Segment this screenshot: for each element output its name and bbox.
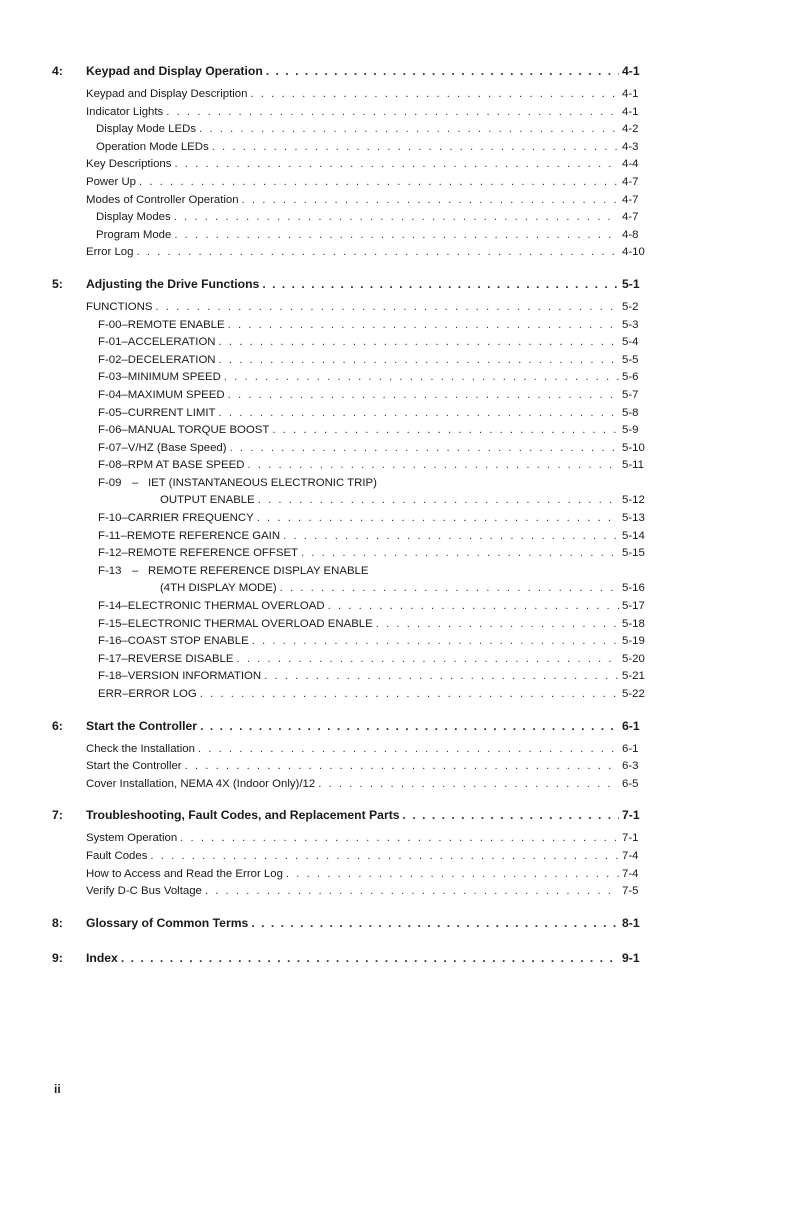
dot-leader	[251, 916, 619, 930]
toc-entry[interactable]	[86, 442, 652, 460]
entry-title: Cover Installation, NEMA 4X (Indoor Only)/12	[86, 777, 316, 790]
dot-leader	[200, 688, 619, 700]
entry-title: Program Mode	[96, 228, 172, 241]
entry-title: How to Access and Read the Error Log	[86, 867, 283, 880]
toc-entry[interactable]	[86, 176, 652, 194]
entry-title: Fault Codes	[86, 849, 148, 862]
chapter-number: 6:	[52, 718, 63, 733]
function-code: F-18	[98, 670, 122, 683]
toc-entry[interactable]	[86, 688, 652, 706]
dot-leader	[200, 719, 619, 733]
entry-page: 5-20	[622, 652, 645, 665]
chapter-page: 6-1	[622, 718, 640, 733]
dash-separator: –	[120, 529, 127, 542]
toc-entry[interactable]	[86, 477, 652, 495]
entry-page: 4-4	[622, 158, 639, 171]
function-code: F-08	[98, 459, 122, 472]
dot-leader	[174, 229, 619, 241]
chapter-number: 4:	[52, 64, 63, 78]
dot-leader	[376, 618, 619, 630]
toc-entry[interactable]	[86, 778, 652, 796]
dot-leader	[257, 512, 619, 524]
dot-leader	[174, 158, 619, 170]
entry-title: CURRENT LIMIT	[127, 406, 216, 419]
toc-chapter	[52, 916, 652, 938]
entry-title: REMOTE REFERENCE OFFSET	[127, 547, 299, 560]
entry-title: Error Log	[86, 246, 134, 259]
toc-entry[interactable]	[86, 530, 652, 548]
chapter-page: 8-1	[622, 915, 640, 930]
toc-entry[interactable]	[86, 194, 652, 212]
toc-entry[interactable]	[86, 670, 652, 688]
chapter-number: 7:	[52, 808, 63, 823]
dash-separator: –	[121, 371, 128, 384]
function-code: F-06	[98, 424, 122, 437]
entry-page: 5-21	[622, 670, 645, 683]
dash-separator: –	[121, 459, 128, 472]
dot-leader	[272, 424, 619, 436]
chapter-entries	[86, 301, 652, 706]
chapter-number: 8:	[52, 915, 63, 930]
function-code: F-12	[98, 547, 122, 560]
chapter-entries	[86, 832, 652, 902]
dot-leader	[174, 211, 619, 223]
dot-leader	[328, 600, 619, 612]
entry-page: 5-2	[622, 300, 639, 313]
toc-entry[interactable]	[86, 459, 652, 477]
dash-separator: –	[121, 318, 128, 331]
entry-title: ACCELERATION	[127, 336, 216, 349]
entry-page: 5-8	[622, 406, 639, 419]
entry-page: 5-9	[622, 424, 639, 437]
toc-entry[interactable]	[86, 371, 652, 389]
entry-title: System Operation	[86, 832, 178, 845]
function-code: F-17	[98, 652, 122, 665]
entry-title: IET (INSTANTANEOUS ELECTRONIC TRIP)	[148, 476, 377, 489]
toc-entry[interactable]	[86, 158, 652, 176]
toc-entry[interactable]	[86, 141, 652, 159]
function-code: F-01	[98, 336, 122, 349]
entry-title: (4TH DISPLAY MODE)	[160, 582, 277, 595]
toc-entry[interactable]	[86, 653, 652, 671]
entry-title: Verify D-C Bus Voltage	[86, 885, 202, 898]
dot-leader	[219, 407, 619, 419]
dash-separator: –	[132, 476, 139, 489]
dot-leader	[228, 389, 619, 401]
entry-page: 5-14	[622, 529, 645, 542]
entry-page: 4-7	[622, 175, 639, 188]
dot-leader	[252, 635, 619, 647]
toc-entry[interactable]	[86, 547, 652, 565]
function-code: F-07	[98, 441, 122, 454]
toc-entry[interactable]	[86, 512, 652, 530]
dot-leader	[237, 653, 620, 665]
entry-page: 6-3	[622, 760, 639, 773]
entry-page: 4-7	[622, 193, 639, 206]
toc-entry[interactable]	[86, 760, 652, 778]
entry-page: 5-18	[622, 617, 645, 630]
entry-page: 4-3	[622, 140, 639, 153]
entry-title: COAST STOP ENABLE	[127, 635, 249, 648]
entry-title: Modes of Controller Operation	[86, 193, 239, 206]
toc-entry[interactable]	[86, 600, 652, 618]
entry-page: 5-16	[622, 582, 645, 595]
entry-page: 7-1	[622, 832, 639, 845]
entry-page: 5-11	[622, 459, 644, 472]
entry-page: 7-4	[622, 867, 639, 880]
toc-entry[interactable]	[86, 832, 652, 850]
dash-separator: –	[121, 512, 128, 525]
entry-title: CARRIER FREQUENCY	[127, 512, 254, 525]
chapter-title: Start the Controller	[86, 718, 198, 733]
chapter-entries	[86, 88, 652, 264]
toc-entry[interactable]	[86, 354, 652, 372]
chapter-title: Glossary of Common Terms	[86, 915, 249, 930]
entry-page: 5-10	[622, 441, 645, 454]
chapter-page: 7-1	[622, 808, 640, 823]
entry-page: 5-19	[622, 635, 645, 648]
entry-page: 5-12	[622, 494, 645, 507]
toc-entry[interactable]	[86, 88, 652, 106]
entry-title: Check the Installation	[86, 742, 195, 755]
function-code: F-05	[98, 406, 122, 419]
chapter-title: Troubleshooting, Fault Codes, and Replacement Parts	[86, 808, 400, 823]
toc-entry[interactable]	[86, 389, 652, 407]
function-code: F-13	[98, 564, 122, 577]
chapter-heading[interactable]	[52, 64, 652, 86]
dot-leader	[286, 868, 619, 880]
entry-title: ELECTRONIC THERMAL OVERLOAD	[127, 600, 325, 613]
entry-title: MINIMUM SPEED	[127, 371, 221, 384]
toc-chapter	[52, 277, 652, 706]
dot-leader	[250, 88, 619, 100]
toc-chapter	[52, 719, 652, 796]
dash-separator: –	[121, 441, 128, 454]
chapter-number: 5:	[52, 276, 63, 291]
chapter-heading[interactable]	[52, 719, 652, 741]
dot-leader	[219, 354, 619, 366]
entry-title: MAXIMUM SPEED	[127, 388, 225, 401]
dot-leader	[403, 808, 619, 822]
dash-separator: –	[121, 388, 128, 401]
entry-page: 4-1	[622, 88, 639, 100]
function-code: F-03	[98, 371, 122, 384]
toc-entry[interactable]	[86, 885, 652, 903]
toc-entry[interactable]	[86, 424, 652, 442]
chapter-heading[interactable]	[52, 916, 652, 938]
entry-title: VERSION INFORMATION	[127, 670, 262, 683]
entry-title: REVERSE DISABLE	[127, 652, 234, 665]
dot-leader	[136, 246, 619, 258]
dot-leader	[258, 494, 619, 506]
chapter-heading[interactable]	[52, 808, 652, 830]
dash-separator: –	[121, 406, 128, 419]
entry-page: 7-4	[622, 849, 639, 862]
entry-title: FUNCTIONS	[86, 300, 153, 313]
entry-title: Display Modes	[96, 211, 171, 224]
entry-title: ERROR LOG	[128, 688, 197, 700]
entry-page: 5-15	[622, 547, 645, 560]
entry-page: 5-7	[622, 388, 639, 401]
entry-page: 4-2	[622, 123, 639, 136]
chapter-page: 4-1	[622, 64, 640, 78]
toc-entry[interactable]	[86, 635, 652, 653]
dash-separator: –	[121, 424, 128, 437]
entry-title: REMOTE REFERENCE DISPLAY ENABLE	[148, 564, 369, 577]
dash-separator: –	[121, 353, 128, 366]
dot-leader	[280, 582, 619, 594]
entry-title: DECELERATION	[127, 353, 216, 366]
toc-entry[interactable]	[86, 106, 652, 124]
dot-leader	[283, 530, 619, 542]
dash-separator: –	[121, 652, 128, 665]
toc-entry[interactable]	[86, 868, 652, 886]
toc-entry[interactable]	[86, 246, 652, 264]
entry-page: 5-22	[622, 688, 645, 700]
dot-leader	[139, 176, 619, 188]
toc-chapter	[52, 64, 652, 264]
entry-title: Operation Mode LEDs	[96, 140, 209, 153]
chapter-title: Index	[86, 950, 118, 965]
entry-page: 4-1	[622, 105, 639, 118]
dot-leader	[242, 194, 619, 206]
toc-entry[interactable]	[86, 211, 652, 229]
dot-leader	[150, 850, 619, 862]
chapter-heading[interactable]	[52, 951, 652, 973]
dot-leader	[219, 336, 619, 348]
entry-page: 5-6	[622, 371, 639, 384]
toc-entry[interactable]	[86, 743, 652, 761]
dot-leader	[205, 885, 619, 897]
chapter-entries	[86, 743, 652, 796]
entry-title: Display Mode LEDs	[96, 123, 197, 136]
dot-leader	[264, 670, 619, 682]
dot-leader	[185, 760, 619, 772]
dot-leader	[247, 459, 619, 471]
function-code: F-10	[98, 512, 122, 525]
dash-separator: –	[121, 336, 128, 349]
dash-separator: –	[121, 600, 128, 613]
entry-page: 4-8	[622, 228, 639, 241]
chapter-title: Keypad and Display Operation	[86, 64, 263, 78]
chapter-page: 5-1	[622, 276, 640, 291]
toc-entry[interactable]	[86, 123, 652, 141]
entry-page: 5-5	[622, 353, 639, 366]
toc-entry[interactable]	[86, 229, 652, 247]
entry-title: Key Descriptions	[86, 158, 172, 171]
entry-page: 5-4	[622, 336, 639, 349]
dot-leader	[198, 743, 619, 755]
entry-title: Start the Controller	[86, 760, 182, 773]
toc-entry[interactable]	[86, 407, 652, 425]
dash-separator: –	[132, 564, 139, 577]
function-code: F-16	[98, 635, 122, 648]
entry-page: 7-5	[622, 885, 639, 898]
dot-leader	[121, 951, 619, 965]
dash-separator: –	[121, 617, 128, 630]
function-code: F-09	[98, 476, 122, 489]
function-code: F-11	[98, 529, 121, 542]
dash-separator: –	[121, 670, 128, 683]
entry-page: 4-7	[622, 211, 639, 224]
toc-chapter	[52, 951, 652, 973]
dot-leader	[224, 371, 619, 383]
entry-title: MANUAL TORQUE BOOST	[127, 424, 270, 437]
chapter-page: 9-1	[622, 950, 640, 965]
function-code: F-14	[98, 600, 122, 613]
dot-leader	[301, 547, 619, 559]
toc-entry[interactable]	[86, 301, 652, 319]
dot-leader	[199, 123, 619, 135]
toc-entry[interactable]	[86, 582, 652, 600]
entry-title: Indicator Lights	[86, 105, 164, 118]
dot-leader	[318, 778, 619, 790]
entry-page: 6-1	[622, 742, 639, 755]
dot-leader	[266, 64, 619, 78]
table-of-contents	[52, 64, 652, 986]
entry-page: 5-3	[622, 318, 639, 331]
function-code: ERR	[98, 688, 123, 700]
dot-leader	[180, 832, 619, 844]
chapter-number: 9:	[52, 950, 63, 965]
entry-page: 6-5	[622, 777, 639, 790]
dot-leader	[228, 319, 619, 331]
function-code: F-02	[98, 353, 122, 366]
chapter-heading[interactable]	[52, 277, 652, 299]
entry-title: Power Up	[86, 175, 137, 188]
dot-leader	[166, 106, 619, 118]
toc-chapter	[52, 808, 652, 902]
dot-leader	[212, 141, 619, 153]
toc-entry[interactable]	[86, 565, 652, 583]
dot-leader	[230, 442, 619, 454]
chapter-title: Adjusting the Drive Functions	[86, 276, 260, 291]
entry-title: OUTPUT ENABLE	[160, 494, 255, 507]
entry-title: Keypad and Display Description	[86, 88, 248, 100]
function-code: F-15	[98, 617, 122, 630]
toc-entry[interactable]	[86, 319, 652, 337]
function-code: F-04	[98, 388, 122, 401]
entry-title: RPM AT BASE SPEED	[127, 459, 245, 472]
dash-separator: –	[121, 547, 128, 560]
toc-entry[interactable]	[86, 494, 652, 512]
entry-page: 5-17	[622, 600, 645, 613]
page-number: ii	[54, 1082, 61, 1096]
dash-separator: –	[122, 688, 129, 700]
toc-entry[interactable]	[86, 850, 652, 868]
function-code: F-00	[98, 318, 122, 331]
entry-page: 5-13	[622, 512, 645, 525]
entry-title: ELECTRONIC THERMAL OVERLOAD ENABLE	[127, 617, 373, 630]
entry-title: REMOTE REFERENCE GAIN	[126, 529, 281, 542]
dash-separator: –	[121, 635, 128, 648]
dot-leader	[155, 301, 619, 313]
dot-leader	[262, 277, 619, 291]
entry-page: 4-10	[622, 246, 645, 259]
toc-entry[interactable]	[86, 336, 652, 354]
toc-entry[interactable]	[86, 618, 652, 636]
entry-title: REMOTE ENABLE	[127, 318, 225, 331]
entry-title: V/HZ (Base Speed)	[127, 441, 227, 454]
